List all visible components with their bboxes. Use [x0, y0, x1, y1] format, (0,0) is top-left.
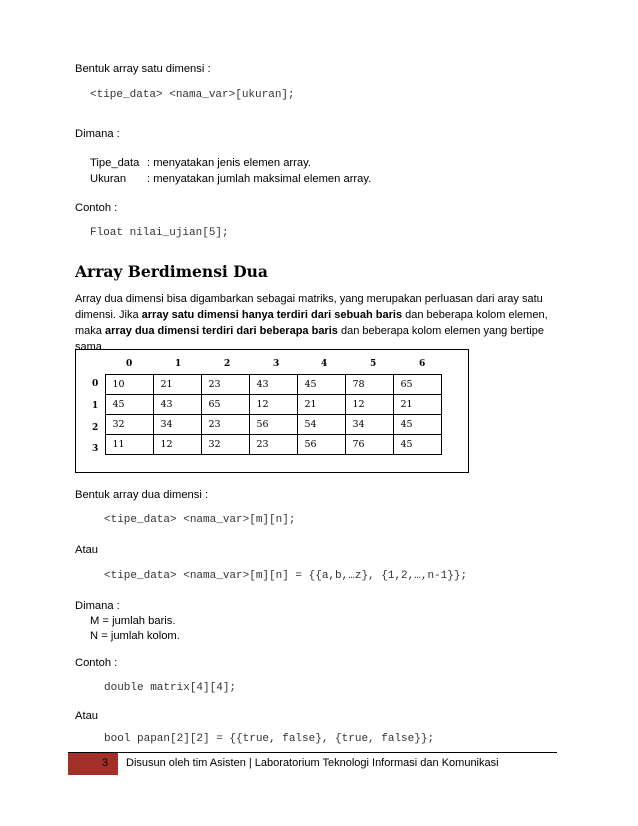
- two-dim-syntax-code: <tipe_data> <nama_var>[m][n];: [104, 514, 296, 526]
- atau-label-2: Atau: [75, 710, 99, 722]
- atau-label-1: Atau: [75, 544, 99, 556]
- one-dim-form-label: Bentuk array satu dimensi :: [75, 63, 211, 75]
- cell-value: 23: [256, 439, 269, 450]
- cell-value: 45: [400, 439, 413, 450]
- cell-value: 12: [160, 439, 173, 450]
- cell-value: 56: [304, 439, 317, 450]
- matrix-row: [106, 415, 442, 435]
- matrix-cell: [106, 415, 154, 435]
- matrix-cell: [154, 375, 202, 395]
- matrix-cell: [394, 395, 442, 415]
- cell-value: 11: [112, 439, 125, 450]
- matrix-cell: [394, 415, 442, 435]
- cell-value: 34: [352, 419, 365, 430]
- two-dim-example-code: double matrix[4][4];: [104, 682, 237, 694]
- matrix-cell: [250, 375, 298, 395]
- col-header: 5: [370, 359, 377, 369]
- matrix-row: [106, 375, 442, 395]
- matrix-cell: [106, 435, 154, 455]
- matrix-row: [106, 435, 442, 455]
- matrix-cell: [346, 395, 394, 415]
- matrix-cell: [202, 435, 250, 455]
- matrix-row: [106, 395, 442, 415]
- two-dim-init-syntax-code: <tipe_data> <nama_var>[m][n] = {{a,b,…z}, {1,2,…,n-1}};: [104, 570, 468, 582]
- cell-value: 34: [160, 419, 173, 430]
- matrix-cell: [154, 435, 202, 455]
- matrix-cell: [250, 415, 298, 435]
- footer-rule: [68, 752, 557, 753]
- matrix-cell: [394, 435, 442, 455]
- two-dim-form-label: Bentuk array dua dimensi :: [75, 489, 209, 501]
- col-header: 6: [419, 359, 426, 369]
- matrix-cell: [106, 395, 154, 415]
- m-definition: M = jumlah baris.: [90, 615, 176, 627]
- col-header: 0: [126, 359, 133, 369]
- dimana-label-2: Dimana :: [75, 600, 120, 612]
- two-dim-bool-example-code: bool papan[2][2] = {{true, false}, {true, false}};: [104, 733, 435, 745]
- cell-value: 12: [256, 399, 269, 410]
- def-term-tipe-data: Tipe_data: [90, 157, 140, 169]
- footer-text: Disusun oleh tim Asisten | Laboratorium Teknologi Informasi dan Komunikasi: [126, 757, 499, 769]
- matrix-cell: [154, 415, 202, 435]
- matrix-cell: [298, 375, 346, 395]
- paragraph-text-3: dan beberapa kolom elemen yang bertipe sama.: [75, 325, 544, 353]
- cell-value: 45: [400, 419, 413, 430]
- matrix-cell: [346, 435, 394, 455]
- cell-value: 78: [352, 379, 365, 390]
- matrix-cell: [250, 435, 298, 455]
- matrix-cell: [298, 395, 346, 415]
- cell-value: 21: [400, 399, 413, 410]
- paragraph-bold-1: array satu dimensi hanya terdiri dari sebuah baris: [141, 309, 403, 321]
- matrix-cell: [346, 415, 394, 435]
- cell-value: 21: [160, 379, 173, 390]
- col-header: 2: [224, 359, 231, 369]
- one-dim-syntax-code: <tipe_data> <nama_var>[ukuran];: [90, 89, 295, 101]
- section-paragraph: [75, 291, 575, 355]
- matrix-cell: [106, 375, 154, 395]
- footer-accent-bar: [68, 753, 118, 775]
- cell-value: 23: [208, 419, 221, 430]
- cell-value: 76: [352, 439, 365, 450]
- row-header: 3: [92, 444, 99, 454]
- col-header: 1: [175, 359, 182, 369]
- paragraph-bold-2: array dua dimensi terdiri dari beberapa baris: [104, 325, 338, 337]
- cell-value: 43: [160, 399, 173, 410]
- matrix-cell: [298, 415, 346, 435]
- cell-value: 65: [400, 379, 413, 390]
- matrix-table: [105, 374, 442, 455]
- cell-value: 65: [208, 399, 221, 410]
- cell-value: 32: [208, 439, 221, 450]
- matrix-cell: [298, 435, 346, 455]
- paragraph-text-2: dan beberapa kolom elemen, maka: [75, 309, 548, 337]
- def-term-ukuran: Ukuran: [90, 173, 127, 185]
- def-desc-ukuran: : menyatakan jumlah maksimal elemen array.: [147, 173, 372, 185]
- contoh-label-1: Contoh :: [75, 202, 118, 214]
- matrix-cell: [202, 375, 250, 395]
- matrix-cell: [202, 395, 250, 415]
- cell-value: 54: [304, 419, 317, 430]
- matrix-cell: [202, 415, 250, 435]
- dimana-label-1: Dimana :: [75, 128, 120, 140]
- cell-value: 45: [112, 399, 125, 410]
- row-header: 1: [92, 401, 99, 411]
- cell-value: 10: [112, 379, 125, 390]
- cell-value: 43: [256, 379, 269, 390]
- matrix-cell: [394, 375, 442, 395]
- n-definition: N = jumlah kolom.: [90, 630, 180, 642]
- row-header: 0: [92, 379, 99, 389]
- cell-value: 21: [304, 399, 317, 410]
- page-number: 3: [102, 757, 109, 769]
- paragraph-text-1: Array dua dimensi bisa digambarkan sebagai matriks, yang merupakan perluasan dari aray satu dimensi. Jika: [75, 293, 543, 321]
- matrix-cell: [250, 395, 298, 415]
- one-dim-example-code: Float nilai_ujian[5];: [90, 227, 229, 239]
- cell-value: 56: [256, 419, 269, 430]
- def-desc-tipe-data: : menyatakan jenis elemen array.: [147, 157, 311, 169]
- matrix-cell: [346, 375, 394, 395]
- cell-value: 23: [208, 379, 221, 390]
- row-header: 2: [92, 423, 99, 433]
- cell-value: 32: [112, 419, 125, 430]
- section-heading: Array Berdimensi Dua: [75, 262, 268, 281]
- cell-value: 45: [304, 379, 317, 390]
- contoh-label-2: Contoh :: [75, 657, 118, 669]
- matrix-cell: [154, 395, 202, 415]
- col-header: 4: [321, 359, 328, 369]
- cell-value: 12: [352, 399, 365, 410]
- col-header: 3: [273, 359, 280, 369]
